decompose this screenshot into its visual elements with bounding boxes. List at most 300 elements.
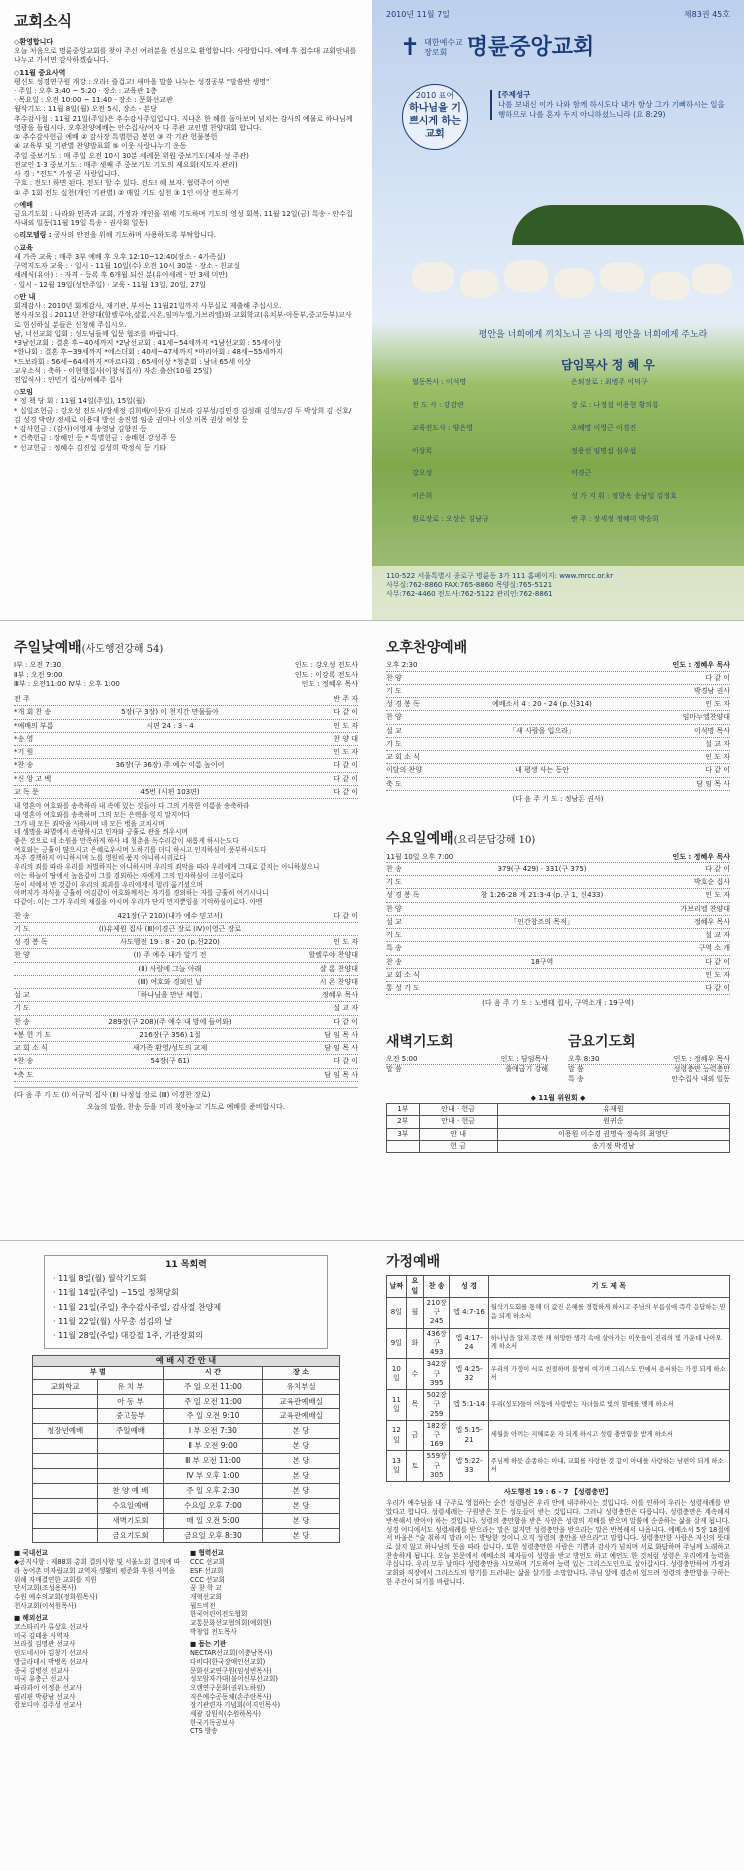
- wed-time: 11월 10일 오후 7:00: [386, 852, 454, 861]
- mission-item: 브라질 김명관 선교사: [14, 1640, 76, 1649]
- motto-badge: [402, 84, 468, 150]
- november-list: [14, 78, 358, 198]
- order-row: [14, 693, 358, 706]
- order-row: [386, 929, 730, 942]
- table-row: [387, 1116, 730, 1128]
- friday-leader: 인도 : 정혜우 목사: [673, 1055, 730, 1064]
- table-cell: 주 일 오전 11:00: [163, 1394, 263, 1409]
- worship-time-row: [14, 661, 358, 670]
- staff-line: 오혜명 이영근 이경진: [571, 423, 637, 432]
- order-cell: 찬 양: [386, 713, 402, 722]
- table-row: [387, 1390, 730, 1421]
- table-header: 날짜: [387, 1276, 407, 1297]
- table-cell: 금요기도회: [98, 1528, 163, 1543]
- news-line: *드보라회 : 56세~64세까지 *마르다회 : 65세이상 *청춘회 : 남녀 65세 이상: [14, 357, 251, 366]
- order-cell: [444, 903, 640, 915]
- order-cell: 인 도 자: [705, 891, 730, 900]
- table-cell: 9일: [387, 1328, 407, 1359]
- order-row: [386, 738, 730, 751]
- dawn-time: 오전 5:00: [386, 1055, 418, 1064]
- order-cell: [444, 685, 640, 697]
- theme-verse: 나를 보내신 이가 나와 함께 하시도다 내가 항상 그가 기뻐하시는 일을 행하므로 나를 혼자 두지 아니하셨느니라 (요 8:29): [498, 99, 725, 119]
- order-cell: 54장(구 61): [150, 1057, 190, 1066]
- table-cell: [33, 1439, 98, 1454]
- mission-item: 수원 예수의교회(정희원목사): [14, 1592, 98, 1601]
- order-row: [386, 969, 730, 982]
- news-line: 세례식(유아) : · 자격 - 등록 후 6개월 되신 분(유아세례 - 만 3세 미만): [14, 271, 228, 280]
- mission-item: 단서교회(조성용목사): [14, 1584, 77, 1593]
- order-row: [386, 685, 730, 698]
- order-cell: 36장(구 36장) 주 예수 이름 높이어: [115, 761, 225, 770]
- table-row: [33, 1394, 340, 1409]
- order-row: [386, 903, 730, 916]
- order-cell: 289장(구 208)(주 예수 내 맘에 들어와): [108, 1017, 232, 1026]
- table-cell: 원귀순: [497, 1116, 729, 1128]
- table-cell: 11일: [387, 1390, 407, 1421]
- table-cell: 559장 구 305: [424, 1451, 450, 1482]
- order-row: [386, 751, 730, 764]
- order-cell: 설 교: [386, 917, 402, 926]
- reading-line: 그가 네 모든 죄악을 사하시며 네 모든 병을 고치시며: [14, 819, 165, 828]
- denomination-line1: 대한예수교: [424, 38, 463, 48]
- order-cell: (Ⅰ) 주 예수 내가 알기 전: [133, 951, 207, 960]
- responsive-reading: [14, 802, 358, 906]
- table-cell: 유재원: [497, 1104, 729, 1116]
- calendar-item: · 11월 28일(주일) 대강절 1주, 기관장회의: [53, 1331, 203, 1341]
- order-cell: 기 도: [386, 686, 402, 695]
- family-worship-table: [386, 1275, 730, 1482]
- table-cell: 유치부실: [263, 1379, 340, 1394]
- mission-item: CCC 선교회: [190, 1575, 226, 1584]
- order-cell: 인 도 자: [333, 938, 358, 947]
- order-row: [14, 910, 358, 923]
- order-cell: 45번 (시편 103편): [140, 787, 200, 796]
- prayer-list: [14, 210, 358, 228]
- order-cell: 찬 양: [386, 673, 402, 682]
- order-cell: 특 송: [386, 944, 402, 953]
- order-cell: 교 회 소 식: [386, 970, 420, 979]
- mission-item: 세광 강원식(수원하목사): [190, 1710, 261, 1719]
- table-cell: Ⅳ 부 오후 1:00: [163, 1468, 263, 1483]
- mission-item: 미국 유충근 선교사: [14, 1675, 70, 1684]
- order-cell: 사도행전 19 : 8 - 20 (p.신220): [120, 938, 220, 947]
- table-cell: 8일: [387, 1297, 407, 1328]
- news-line: *한나회 : 결혼 후~39세까지 *에스더회 : 40세~47세까지 *마리아회 : 48세~55세까지: [14, 348, 283, 357]
- order-row: [14, 1069, 358, 1082]
- order-cell: 다 같 이: [705, 984, 730, 993]
- order-cell: 다 같 이: [333, 911, 358, 920]
- order-cell: 정혜우 목사: [321, 991, 358, 1000]
- table-header: 성 경: [450, 1276, 489, 1297]
- mission-item: 인도네시아 김창기 선교사: [14, 1649, 89, 1658]
- reading-line: 다같이: 이는 그가 우리의 체질을 아시며 우리가 단지 먼지뿐임을 기억하심이로다. 아멘: [14, 897, 263, 906]
- order-cell: 기 도: [386, 878, 402, 887]
- news-line: · 목요일 : 오전 10:00 ~ 11:40 · 장소 : 문화선교관: [14, 96, 173, 105]
- order-row: [14, 1016, 358, 1029]
- table-cell: [387, 1140, 420, 1152]
- order-cell: 찬 송: [14, 911, 30, 920]
- order-cell: *축 도: [14, 1070, 34, 1079]
- friday-row-value: 안수집사 내외 일동: [671, 1074, 730, 1083]
- order-cell: 담 임 목 사: [696, 779, 730, 788]
- staff-line: 이은희: [412, 492, 433, 501]
- news-line: 월삭기도 : 11월 8일(월) 오전 5시, 장소 - 본당: [14, 105, 157, 114]
- evening-order: [386, 672, 730, 791]
- table-cell: [33, 1409, 98, 1424]
- meeting-list: [14, 397, 358, 452]
- order-row: [386, 942, 730, 955]
- table-cell: 본 당: [263, 1528, 340, 1543]
- order-cell: 교 회 소 식: [386, 753, 420, 762]
- order-cell: 설 교 자: [333, 1004, 358, 1013]
- table-cell: Ⅰ 부 오전 7:30: [163, 1424, 263, 1439]
- news-line: * 감사헌금 : (감사)이영재 송영남 김향진 등: [14, 425, 147, 434]
- table-cell: 아 동 부: [98, 1394, 163, 1409]
- staff-line: 이경근: [571, 469, 592, 478]
- duty-table: [386, 1103, 730, 1153]
- wed-title: 수요일예배: [386, 831, 454, 848]
- table-cell: 210장 구 245: [424, 1297, 450, 1328]
- order-row: [14, 1055, 358, 1068]
- news-line: 금요기도회 : 나라와 민족과 교회, 가정과 개인을 위해 기도하며 기도의 영성 회복. 11월 12일(금) 특송 - 안수집사내외 일동(11월 19일 특송 - 권사회 일동): [14, 210, 353, 228]
- table-cell: 하나님을 알지 못한 채 허망한 생각 속에 살아가는 이웃들이 진리의 빛 가운데 나아오게 하소서: [488, 1328, 729, 1359]
- friday-row-value: 성령충만 능력충만: [673, 1065, 730, 1074]
- mission-item: ◆공지사항 : 제88회 총회 결의사항 및 서울노회 결의에 따라 농어촌 미자립교회 교역자 생활비 평준화 후원 사역을 위해 자매결연한 교회를 지원: [14, 1558, 181, 1584]
- table-cell: 주일예배: [98, 1424, 163, 1439]
- partner-mission-heading: ■ 협력선교: [190, 1549, 225, 1558]
- reading-line: 내 영혼아 여호와를 송축하라 내 속에 있는 것들아 다 그의 거룩한 이름을 송축하라: [14, 802, 250, 811]
- table-cell: 수요일예배: [98, 1498, 163, 1513]
- order-cell: 인 도 자: [705, 700, 730, 709]
- worship-order: [14, 693, 358, 799]
- order-cell: 축 도: [386, 779, 402, 788]
- table-cell: 찬 양 예 배: [98, 1483, 163, 1498]
- order-cell: 다 같 이: [333, 774, 358, 783]
- table-cell: 토: [406, 1451, 424, 1482]
- mission-item: 개혁선교회: [190, 1592, 222, 1601]
- church-phone2: 사무:762-4460 전도사:762-5122 관리인:762-8861: [386, 590, 553, 599]
- worship-footnote: 오늘의 말씀, 찬송 등을 미리 찾아놓고 기도로 예배를 준비합시다.: [86, 1103, 286, 1112]
- table-row: [387, 1359, 730, 1390]
- order-row: [14, 949, 358, 962]
- table-cell: 이용원 이수경 권명숙 정숙희 최영단: [497, 1128, 729, 1140]
- notice-list: [14, 302, 358, 385]
- order-cell: 할렐루야 찬양대: [308, 951, 358, 960]
- table-cell: 1부: [387, 1104, 420, 1116]
- table-header: 요일: [406, 1276, 424, 1297]
- worship-title: 주일낮예배: [14, 640, 82, 656]
- order-row: [14, 1042, 358, 1055]
- friday-title: 금요기도회: [568, 1033, 636, 1050]
- reading-line: 우리의 죄를 따라 우리를 처벌하지는 아니하시며 우리의 죄악을 따라 우리에게 그대로 갚지는 아니하셨으니: [14, 863, 320, 872]
- staff-line: 전 도 사 : 강감란: [412, 400, 464, 409]
- order-cell: 「새 사람을 입으라」: [509, 726, 575, 735]
- news-line: * 선교헌금 : 정혜수 김진섭 김성희 박정식 등 기타: [14, 443, 167, 452]
- table-cell: 본 당: [263, 1498, 340, 1513]
- order-cell: (Ⅰ)유제원 집사 (Ⅲ)이경근 장로 (Ⅳ)이영근 장로: [98, 924, 242, 933]
- order-cell: 샬 롬 찬양대: [319, 964, 358, 973]
- order-row: [14, 976, 358, 989]
- evening-leader: 인도 : 정혜우 목사: [672, 661, 730, 670]
- order-cell: 인 도 자: [705, 753, 730, 762]
- mission-item: ESF 선교회: [190, 1566, 224, 1575]
- mission-item: 장기관련자 기념회(이지인목사): [190, 1701, 281, 1710]
- evening-next: (다 음 주 기 도 : 정남돈 권사): [512, 794, 604, 803]
- order-cell: 다 같 이: [705, 766, 730, 775]
- order-row: [14, 733, 358, 746]
- order-cell: 설 교: [386, 726, 402, 735]
- order-cell: *신 앙 고 백: [14, 774, 52, 783]
- order-cell: 5장(구 3장) 이 천지간 만물들아: [121, 708, 219, 717]
- order-row: [14, 1002, 358, 1015]
- table-row: [33, 1424, 340, 1439]
- sheep-image: [460, 270, 498, 298]
- order-cell: 성 경 봉 독: [386, 891, 420, 900]
- table-header: 기 도 제 목: [488, 1276, 729, 1297]
- order-cell: 18구역: [530, 957, 554, 966]
- worship-time-cell: 인도 : 이강록 전도사: [294, 670, 358, 679]
- edu-heading: ◇교육: [14, 243, 33, 252]
- table-header: 시 간: [163, 1367, 263, 1379]
- order-row: [14, 706, 358, 719]
- table-cell: 우리(성도)들이 어둠에 사랑받는 자녀들로 빛의 열매를 맺게 하소서: [488, 1390, 729, 1421]
- order-row: [14, 936, 358, 949]
- domestic-mission-list: [14, 1558, 182, 1610]
- calendar-item: · 11월 8일(월) 월삭기도회: [53, 1273, 147, 1283]
- calendar-page: [0, 1240, 373, 1871]
- table-cell: 교육관예배실: [263, 1394, 340, 1409]
- table-cell: [33, 1454, 98, 1469]
- order-cell: 다 같 이: [333, 708, 358, 717]
- order-row: [386, 982, 730, 995]
- order-row: [386, 863, 730, 876]
- news-line: 구호 : 전도! 하면 된다. 전도! 할 수 있다. 전도! 해 보자. 협력주어 이번: [14, 179, 230, 188]
- wed-order: [386, 863, 730, 996]
- calendar-item: · 11월 21일(주일) 추수감사주일, 감사절 찬양제: [53, 1302, 222, 1312]
- edu-list: [14, 253, 358, 290]
- order-cell: 다 같 이: [705, 957, 730, 966]
- table-cell: 342장 구 395: [424, 1359, 450, 1390]
- order-cell: 담 임 목 사: [324, 1044, 358, 1053]
- support-org-heading: ■ 돕는 기관: [190, 1640, 227, 1649]
- table-cell: 엡 4:7-16: [450, 1297, 489, 1328]
- order-cell: 설 교: [14, 991, 30, 1000]
- table-cell: 송기정 박경남: [497, 1140, 729, 1152]
- news-line: ① 추수감사헌금 예배 ② 감사장 특별헌금 봉헌 ③ 각 기관 헌물봉헌: [14, 133, 218, 142]
- order-cell: [444, 969, 640, 981]
- weekday-worship-page: [372, 620, 744, 1241]
- staff-line: 강오성: [412, 469, 433, 478]
- cross-logo-icon: ✝: [400, 33, 421, 61]
- table-cell: 월삭기도회를 통해 더 값진 은혜를 경험하게 하시고 주님의 부름심에 즉각 응답하는 믿음 되게 하소서: [488, 1297, 729, 1328]
- order-cell: 찬 송: [14, 1017, 30, 1026]
- order-cell: (Ⅲ) 여호와 경외인 날: [137, 977, 203, 986]
- news-line: · 주일 : 오후 3:40 ~ 5:20 · 장소 : 교육관 1층: [14, 86, 158, 95]
- foreign-mission-list: [14, 1623, 182, 1710]
- staff-line: 원로장로 : 오상은 김남규: [412, 515, 489, 524]
- order-cell: 216장(구 356) 1절: [139, 1030, 201, 1039]
- motto-year: 2010 표어: [415, 91, 455, 100]
- table-cell: 수: [406, 1359, 424, 1390]
- staff-line: 반 주 : 장세정 정혜미 박승희: [571, 515, 659, 524]
- news-line: 평신도 성경연구원 개강 : 오라! 즐겁고! 새마을 말씀 나누는 성경공부 "말씀반 생명": [14, 77, 270, 86]
- order-cell: 정혜우 목사: [693, 917, 730, 926]
- church-address: 110-522 서울특별시 종로구 명륜동 3가 111 홈페이지: www.mrcc.or.kr: [386, 572, 614, 580]
- order-cell: 예배소서 4 : 20 - 24 (p.신314): [492, 700, 592, 709]
- order-cell: (Ⅱ) 사랑에 그늘 아래: [138, 964, 202, 973]
- worship-order-2: [14, 910, 358, 1082]
- wed-leader: 인도 : 정혜우 목사: [672, 852, 730, 861]
- order-cell: *송 영: [14, 734, 34, 743]
- table-cell: 주님께 하듯 순종하는 아내, 교회를 사랑한 것 같이 아내를 사랑하는 남편이 되게 하소서: [488, 1451, 729, 1482]
- mission-item: 박창업 전도목사: [190, 1627, 237, 1636]
- order-cell: 반 주 자: [333, 695, 358, 704]
- order-row: [386, 672, 730, 685]
- order-row: [386, 916, 730, 929]
- order-row: [14, 923, 358, 936]
- staff-line: 교육전도사 : 양은영: [412, 423, 473, 432]
- order-cell: 구역 소 개: [698, 944, 730, 953]
- worship-times: [14, 661, 358, 689]
- order-cell: 찬 양: [386, 904, 402, 913]
- staff-line: 장 로 : 나정섭 이용현 황의룡: [571, 400, 659, 409]
- evening-title: 오후찬양예배: [386, 640, 468, 656]
- table-cell: 우리의 가정이 서로 친절하며 불쌍히 여기며 그리스도 안에서 용서하는 가정 되게 하소서: [488, 1359, 729, 1390]
- order-row: [386, 876, 730, 889]
- order-cell: 박경남 권사: [693, 686, 730, 695]
- table-row: [33, 1439, 340, 1454]
- order-cell: 교 회 소 식: [14, 1044, 48, 1053]
- issue-date: 2010년 11월 7일: [386, 10, 450, 19]
- table-cell: 청장년예배: [33, 1424, 98, 1439]
- table-row: [387, 1451, 730, 1482]
- order-row: [386, 764, 730, 777]
- table-cell: 헌 금: [419, 1140, 497, 1152]
- order-cell: 내 평생 사는 동안: [514, 766, 569, 775]
- news-line: 전교인 1·3 중보기도 : 매주 셋째 주 중보기도 기도의 제요회(지도자 관리): [14, 160, 238, 169]
- order-row: [386, 698, 730, 711]
- reading-line: 내 영혼아 여호와를 송축하며 그의 모든 은택을 잊지 말지어다: [14, 810, 191, 819]
- staff-list: [412, 378, 730, 538]
- table-header: 부 별: [33, 1367, 164, 1379]
- news-line: * 십일조헌금 : 강오성 전도사/장세정 김희배/이문자 김보라 김부성/김민경 김성래 김영도/김 두 박상희 김 신호/김 성경 박란/ 정세로 이용대 방선 송진열 임종 권미나 이상 이목 권상 허상 등: [14, 406, 352, 424]
- order-cell: 인 도 자: [333, 721, 358, 730]
- table-row: [33, 1379, 340, 1394]
- sheep-image: [692, 264, 732, 294]
- duty-title: ◆ 11월 위원회 ◆: [530, 1093, 586, 1102]
- order-row: [14, 720, 358, 733]
- mission-item: 월드비전: [190, 1601, 216, 1610]
- mission-item: 오랜연구문화(권위노하임): [190, 1683, 266, 1692]
- mission-item: NECTAR선교회(이충남목사): [190, 1649, 273, 1658]
- table-cell: 주 일 오전 9:10: [163, 1409, 263, 1424]
- next-prayer: (다 음 주 기 도 (Ⅰ) 이규익 집사 (Ⅱ) 나정섭 장로 (Ⅲ) 이경찬 장로): [14, 1087, 358, 1100]
- news-line: ④ 교육부 및 기관별 찬양발표회 ⑤ 이웃 사랑나누기 운동: [14, 142, 187, 151]
- order-cell: [444, 711, 640, 723]
- table-row: [33, 1409, 340, 1424]
- order-cell: 기 도: [14, 1004, 30, 1013]
- table-header: 장 소: [263, 1367, 340, 1379]
- table-row: [387, 1128, 730, 1140]
- worship-subtitle: (사도행전강해 54): [81, 644, 164, 655]
- theme-heading: [주제성구: [498, 90, 531, 99]
- order-cell: 찬 송: [386, 864, 402, 873]
- church-phone: 사무실:762-8860 FAX:765-8860 목양실:765-5121: [386, 581, 553, 590]
- mission-item: 교통문화선교협의회(예회현): [190, 1619, 272, 1628]
- order-cell: 421장(구 210)(내가 예수 믿고서): [117, 911, 223, 920]
- order-cell: [444, 672, 640, 684]
- welcome-heading: ◇환영합니다: [14, 37, 54, 46]
- order-cell: 교 독 문: [14, 787, 39, 796]
- order-row: [14, 746, 358, 759]
- table-row: [387, 1297, 730, 1328]
- mission-item: 한국어린이전도협회: [190, 1610, 248, 1619]
- reading-line: 이는 하늘이 땅에서 높음같이 그를 경외하는 자에게 그의 인자하심이 크심이로다: [14, 871, 244, 880]
- news-line: ① 주 1회 전도 실천(개인 기관별) ② 매일 기도 실천 ③ 1인 이상 전도하기: [14, 188, 239, 197]
- table-cell: 본 당: [263, 1439, 340, 1454]
- order-cell: 다 같 이: [333, 761, 358, 770]
- schedule-table: [32, 1366, 340, 1543]
- order-cell: 「하나님을 만난 체험」: [133, 991, 207, 1000]
- friday-time: 오후 8:30: [568, 1055, 600, 1064]
- order-row: [14, 989, 358, 1002]
- sheep-image: [600, 262, 644, 292]
- table-cell: Ⅱ 부 오전 9:00: [163, 1439, 263, 1454]
- order-cell: [444, 982, 640, 994]
- devotion-title: 사도행전 19 : 6 - 7 【성령충만】: [504, 1488, 612, 1497]
- table-cell: 안 내: [419, 1128, 497, 1140]
- news-line: *3남선교회 : 결혼 후~40세까지 *2남선교회 : 41세~54세까지 *1남선교회 : 55세이상: [14, 339, 282, 348]
- reading-line: 여호와는 긍휼이 많으시고 은혜로우시며 노하기를 더디 하시고 인자하심이 풍부하시도다: [14, 845, 267, 854]
- table-cell: 13일: [387, 1451, 407, 1482]
- news-page: [0, 0, 373, 620]
- news-line: 사 경 : "전도" 가정 곧 사랑입니다.: [14, 170, 120, 179]
- devotion-text: 우리가 예수님을 내 구주로 영접하는 순간 성령님은 우리 안에 내주하시는 것입니다. 이를 인하여 우리는 성령세례를 받았다고 합니다. 성령세례는 구원받은 모든 성도들이 받는 것입니다. 그러나 성령충만은 다릅니다. 성령충만은 계속해서 반복해서 받아야 하는 것입니다. 성령의 충만함을 받은 사람은 성령의 지배를 받으며 말씀에 순종하는 삶을 살게 됩니다. 성경 어디에서도 성령세례를 받으라는 말은 없지만 성령충만을 받으라는 말은 반복해서 나옵니다. 에베소서 5장 18절에서 바울은 "술 취하지 말라 이는 방탕한 것이니 오직 성령의 충만을 받으라"고 말합니다. 성령충만한 사람은 자신의 뜻대로 살지 않고 하나님의 뜻을 따라 삽니다. 또한 성령충만한 사람은 기쁨과 감사가 넘치며 서로 화답하며 주님께 노래하고 찬송하게 됩니다. 오늘 본문에서 에베소의 제자들이 성령을 받고 방언도 하고 예언도 한 것처럼 성령은 우리에게 능력을 주십니다. 우리 모두 날마다 성령충만을 사모하며 기도하여 능력 있는 그리스도인으로 살아갑시다. 성령충만하여 가정과 교회와 직장에서 그리스도의 향기를 드러내는 삶을 살기를 소망합니다. 주님 앞에 겸손히 엎드려 성령의 충만함을 구하는 한 주간이 되기를 바랍니다.: [386, 1499, 730, 1586]
- welcome-text: 오늘 처음으로 명륜중앙교회를 찾아 주신 여러분을 진심으로 환영합니다. 사랑합니다. 예배 후 접수대 교회안내를 나누고 가서면 감사하겠습니다.: [14, 47, 357, 65]
- order-cell: [72, 693, 268, 705]
- order-cell: [72, 773, 268, 785]
- news-line: * 정 책 당 회 : 11월 14일(주일), 15일(월): [14, 397, 146, 406]
- cover-page: [372, 0, 744, 620]
- reading-line: 자주 경책하지 아니하시며 노를 영원히 품지 아니하시리로다: [14, 854, 186, 863]
- sunday-worship-page: [0, 620, 373, 1241]
- worship-time-cell: Ⅰ부 : 오전 7:30: [14, 661, 62, 670]
- table-cell: 안내 · 헌금: [419, 1116, 497, 1128]
- news-line: 주일 중보기도 : 매 주일 오전 10시 30분 세례문 위원 중보기도(제자 성 주관): [14, 151, 249, 160]
- foreign-mission-heading: ■ 해외선교: [14, 1614, 49, 1623]
- order-cell: [444, 751, 640, 763]
- family-worship-page: [372, 1240, 744, 1871]
- reading-line: 좋은 것으로 네 소원을 만족하게 하사 네 청춘을 독수리같이 새롭게 하시는도다: [14, 836, 239, 845]
- order-cell: *찬 송: [14, 1057, 34, 1066]
- mission-item: 성모암자가대(불어신부선교회): [190, 1675, 278, 1684]
- table-cell: [33, 1468, 98, 1483]
- table-cell: 유 치 부: [98, 1379, 163, 1394]
- order-cell: [14, 963, 72, 975]
- worship-time-cell: 인도 : 정혜우 목사: [301, 679, 358, 688]
- order-row: [386, 711, 730, 724]
- order-cell: *기 원: [14, 748, 34, 757]
- order-row: [14, 759, 358, 772]
- remodel-heading: ◇리모델링 :: [14, 231, 52, 240]
- motto-text: 하나님을 기쁘시게 하는 교회: [409, 102, 461, 140]
- partner-mission-list: [190, 1558, 358, 1636]
- table-row: [387, 1420, 730, 1451]
- table-cell: 목: [406, 1390, 424, 1421]
- friday-row-label: 특 송: [568, 1074, 584, 1083]
- dawn-row-label: 말 씀: [386, 1065, 402, 1074]
- mission-item: 문화선교연구원(임성빈목사): [190, 1666, 272, 1675]
